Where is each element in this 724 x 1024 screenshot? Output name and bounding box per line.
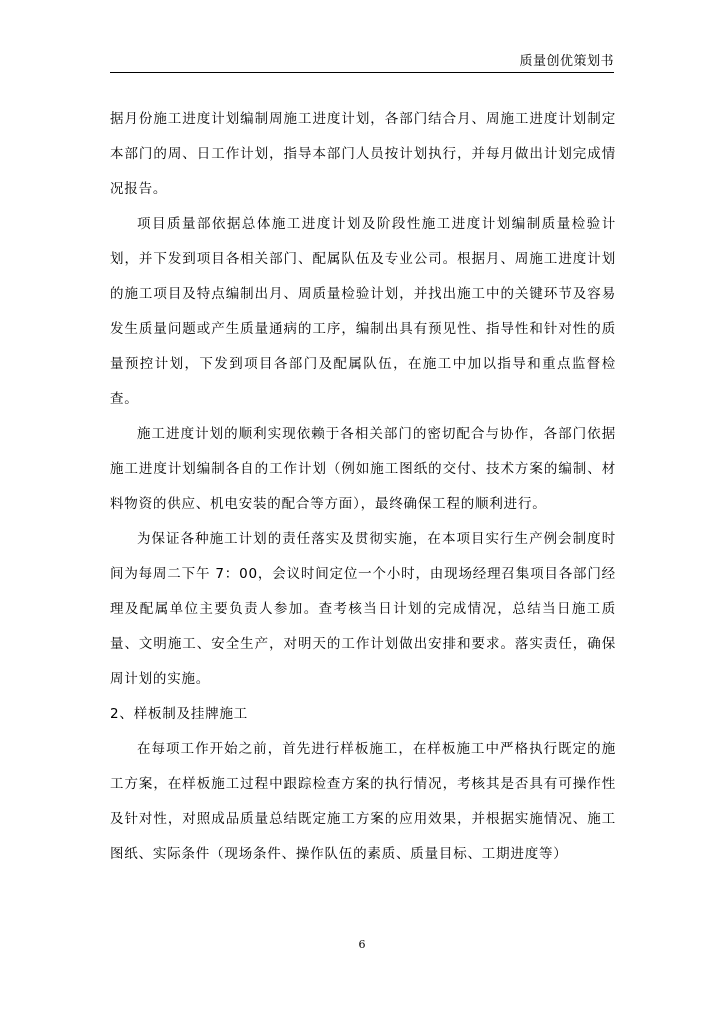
document-body <box>110 102 616 872</box>
page-header <box>110 44 614 73</box>
paragraph: 项目质量部依据总体施工进度计划及阶段性施工进度计划编制质量检验计划，并下发到项目各相关部门、配属队伍及专业公司。根据月、周施工进度计划的施工项目及特点编制出月、周质量检验计划，并找出施工中的关键环节及容易发生质量问题或产生质量通病的工序，编制出具有预见性、指导性和针对性的质量预控计划，下发到项目各部门及配属队伍，在施工中加以指导和重点监督检查。 <box>110 216 616 407</box>
paragraph: 在每项工作开始之前，首先进行样板施工，在样板施工中严格执行既定的施工方案，在样板施工过程中跟踪检查方案的执行情况，考核其是否具有可操作性及针对性，对照成品质量总结既定施工方案的应用效果，并根据实施情况、施工图纸、实际条件（现场条件、操作队伍的素质、质量目标、工期进度等） <box>110 741 616 862</box>
section-heading: 2、样板制及挂牌施工 <box>110 706 249 722</box>
document-title: 质量创优策划书 <box>519 54 614 69</box>
paragraph: 为保证各种施工计划的责任落实及贯彻实施，在本项目实行生产例会制度时间为每周二下午 7：00，会议时间定位一个小时，由现场经理召集项目各部门经理及配属单位主要负责人参加。查考核当日计划的完成情况，总结当日施工质量、文明施工、安全生产，对明天的工作计划做出安排和要求。落实责任，确保周计划的实施。 <box>110 531 616 687</box>
page-number: 6 <box>358 938 366 951</box>
paragraph: 据月份施工进度计划编制周施工进度计划，各部门结合月、周施工进度计划制定本部门的周、日工作计划，指导本部门人员按计划执行，并每月做出计划完成情况报告。 <box>110 111 616 197</box>
paragraph: 施工进度计划的顺利实现依赖于各相关部门的密切配合与协作，各部门依据施工进度计划编制各自的工作计划（例如施工图纸的交付、技术方案的编制、材料物资的供应、机电安装的配合等方面），最终确保工程的顺利进行。 <box>110 426 616 512</box>
